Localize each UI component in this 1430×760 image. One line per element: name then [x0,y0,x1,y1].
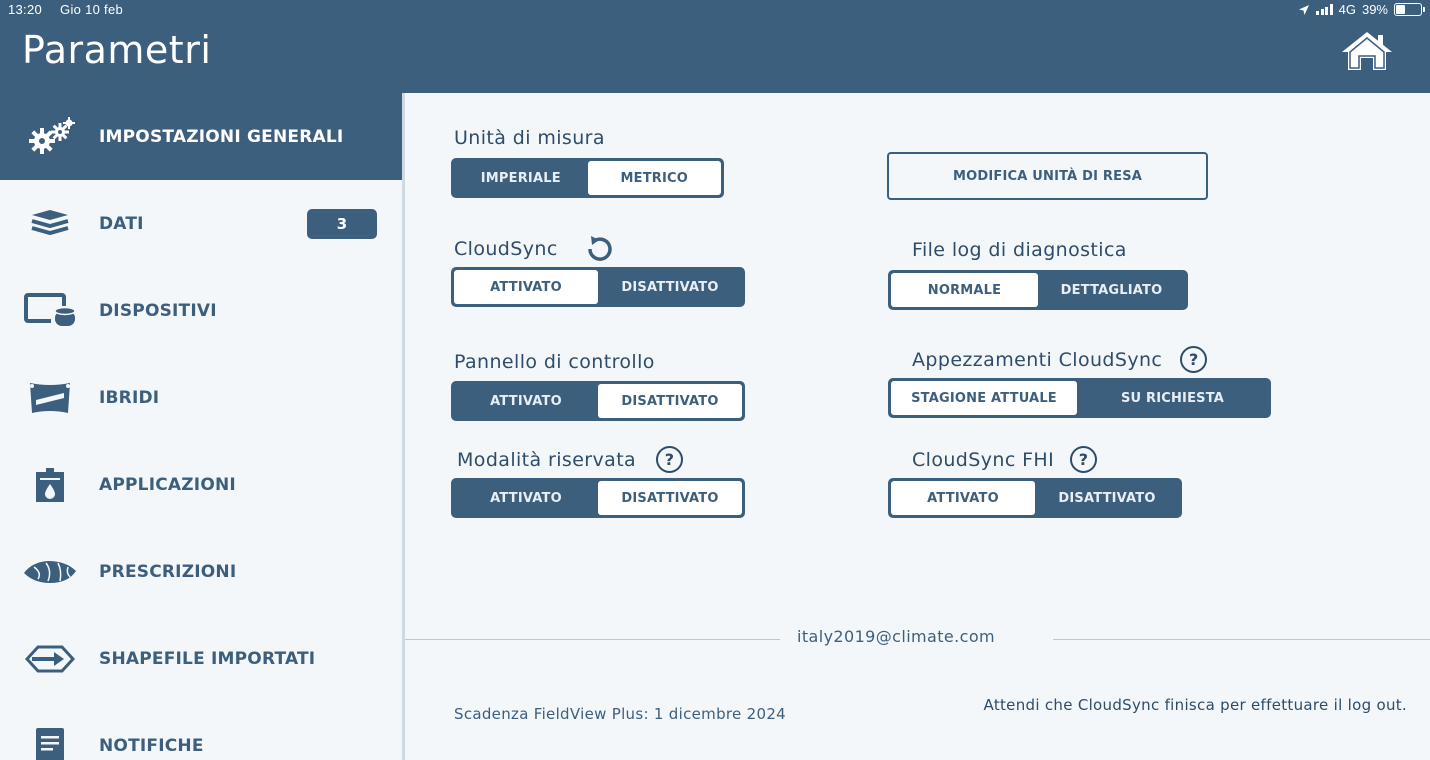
units-label: Unità di misura [454,127,605,149]
sidebar-item-label: IBRIDI [99,387,160,408]
modify-yield-units-button[interactable]: MODIFICA UNITÀ DI RESA [887,152,1208,200]
diagnostic-log-toggle [888,270,1188,310]
sidebar-item-label: DATI [99,213,144,234]
sidebar-item-prescriptions[interactable] [0,528,402,615]
private-mode-option-disabled[interactable]: DISATTIVATO [598,481,742,515]
status-time: 13:20 [8,2,43,17]
sync-icon[interactable] [582,235,618,263]
count-badge: 3 [307,209,377,239]
cloudsync-fields-label: Appezzamenti CloudSync ? [912,346,1207,373]
sidebar-item-hybrids[interactable] [0,354,402,441]
account-email: italy2019@climate.com [797,627,996,646]
units-option-metric[interactable]: METRICO [588,161,722,195]
page-title: Parametri [22,28,212,72]
home-button[interactable] [1340,30,1394,72]
battery-icon [1394,3,1422,16]
subscription-expiry: Scadenza FieldView Plus: 1 dicembre 2024 [454,705,787,723]
sidebar-item-label: DISPOSITIVI [99,300,217,321]
home-icon [1340,30,1394,72]
cloudsync-toggle [451,267,745,307]
sidebar-item-applications[interactable] [0,441,402,528]
sidebar-item-devices[interactable] [0,267,402,354]
sidebar-item-label: NOTIFICHE [99,735,204,756]
help-icon[interactable]: ? [656,446,683,473]
cloudsync-label: CloudSync [454,235,618,263]
import-arrow-icon [24,644,76,674]
battery-percent: 39% [1361,2,1388,17]
network-type: 4G [1338,2,1356,17]
seed-bag-icon [26,380,74,416]
fertilizer-container-icon [32,466,68,504]
control-panel-option-disabled[interactable]: DISATTIVATO [598,384,742,418]
settings-panel [405,93,1430,760]
sidebar-item-label: IMPOSTAZIONI GENERALI [99,126,344,147]
sidebar-item-label: APPLICAZIONI [99,474,236,495]
devices-icon [23,292,77,330]
sidebar-item-label: SHAPEFILE IMPORTATI [99,648,316,669]
sidebar-item-imported-shapefiles[interactable] [0,615,402,702]
help-icon[interactable]: ? [1070,446,1097,473]
prescription-map-icon [22,557,78,587]
private-mode-toggle [451,478,745,518]
logout-note: Attendi che CloudSync finisca per effettuare il log out. [983,696,1407,714]
document-icon [33,726,67,760]
units-option-imperial[interactable]: IMPERIALE [480,170,561,186]
diagnostic-option-detailed[interactable]: DETTAGLIATO [1060,282,1163,298]
private-mode-option-enabled[interactable]: ATTIVATO [490,490,562,506]
sidebar-item-notifications[interactable] [0,702,402,760]
location-arrow-icon [1298,4,1310,16]
fhi-option-disabled[interactable]: DISATTIVATO [1058,490,1156,506]
fields-option-current-season[interactable]: STAGIONE ATTUALE [891,381,1077,415]
help-icon[interactable]: ? [1180,346,1207,373]
gears-icon [24,117,76,157]
cloudsync-fhi-label: CloudSync FHI ? [912,446,1097,473]
cloudsync-option-disabled[interactable]: DISATTIVATO [621,279,719,295]
sidebar-item-data[interactable] [0,180,402,267]
divider-left [405,639,780,640]
status-date: Gio 10 feb [60,2,124,17]
status-bar-right [1298,2,1422,17]
cloudsync-fields-toggle [888,378,1271,418]
diagnostic-option-normal[interactable]: NORMALE [891,273,1038,307]
control-panel-label: Pannello di controllo [454,351,655,373]
divider-right [1053,639,1430,640]
fhi-option-enabled[interactable]: ATTIVATO [891,481,1035,515]
diagnostic-log-label: File log di diagnostica [912,239,1127,261]
cloudsync-option-enabled[interactable]: ATTIVATO [454,270,598,304]
signal-strength-icon [1316,4,1333,15]
fields-option-on-demand[interactable]: SU RICHIESTA [1120,390,1225,406]
layers-icon [28,209,72,239]
sidebar-item-general-settings[interactable] [0,93,402,180]
control-panel-toggle [451,381,745,421]
status-bar-left [8,2,123,17]
private-mode-label: Modalità riservata ? [457,446,683,473]
top-bar [0,0,1430,93]
cloudsync-fhi-toggle [888,478,1182,518]
sidebar [0,93,405,760]
units-toggle [451,158,724,198]
sidebar-item-label: PRESCRIZIONI [99,561,237,582]
control-panel-option-enabled[interactable]: ATTIVATO [490,393,562,409]
